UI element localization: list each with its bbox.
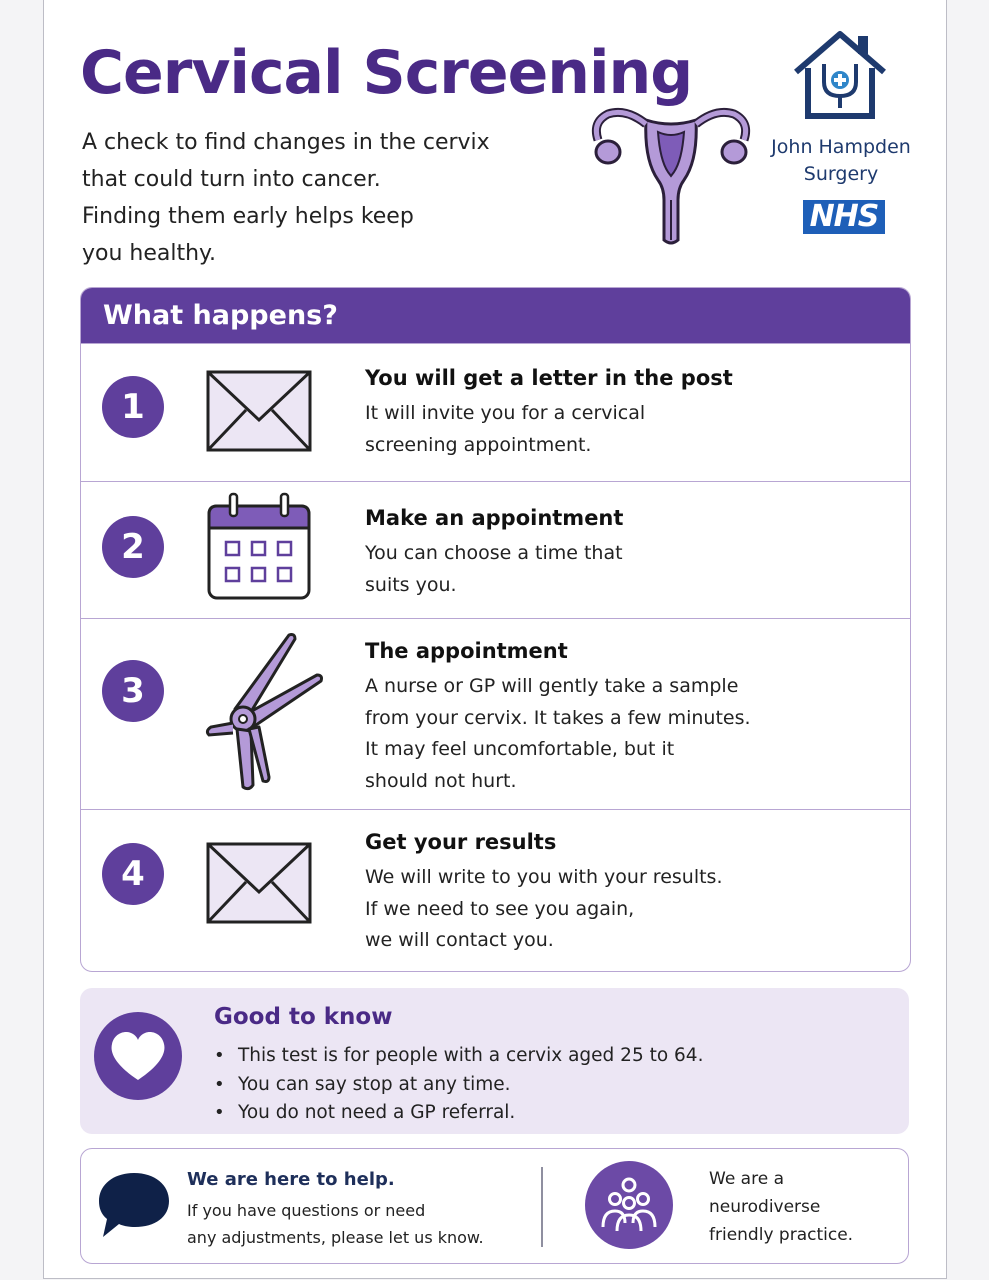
good-to-know-panel <box>80 988 909 1134</box>
practice-name-line: Surgery <box>803 163 879 185</box>
practice-name <box>756 134 926 188</box>
step-line: It may feel uncomfortable, but it <box>365 738 675 760</box>
step-2 <box>81 481 910 618</box>
heart-badge <box>94 1012 182 1100</box>
neuro-line: We are a <box>709 1169 784 1189</box>
heart-icon <box>94 1012 182 1100</box>
step-text <box>365 538 885 601</box>
surgery-logo-icon <box>788 28 892 124</box>
neuro-line: neurodiverse <box>709 1197 821 1217</box>
step-line: should not hurt. <box>365 769 517 792</box>
step-line: It will invite you for a cervical <box>365 402 646 424</box>
step-number: 3 <box>102 660 164 722</box>
intro-line: you healthy. <box>82 241 216 266</box>
intro-line: that could turn into cancer. <box>82 167 381 192</box>
envelope-icon <box>206 842 312 924</box>
divider <box>541 1167 543 1247</box>
step-line: screening appointment. <box>365 433 592 456</box>
page-title: Cervical Screening <box>80 38 693 108</box>
nhs-logo: NHS <box>803 200 885 234</box>
step-line: we will contact you. <box>365 929 554 951</box>
step-line: You can choose a time that <box>365 542 623 564</box>
speech-bubble-icon <box>97 1169 171 1241</box>
help-line: any adjustments, please let us know. <box>187 1228 484 1247</box>
intro-text <box>82 124 552 272</box>
intro-line: Finding them early helps keep <box>82 204 414 229</box>
step-line: suits you. <box>365 573 457 596</box>
list-item: • You do not need a GP referral. <box>214 1099 703 1128</box>
step-title: Get your results <box>365 830 557 854</box>
people-group-icon <box>585 1161 673 1249</box>
section-heading: What happens? <box>81 288 910 343</box>
people-badge <box>585 1161 673 1249</box>
step-line: If we need to see you again, <box>365 897 635 920</box>
step-text <box>365 398 885 461</box>
speculum-icon <box>197 631 327 793</box>
step-line: We will write to you with your results. <box>365 866 723 888</box>
step-title: Make an appointment <box>365 506 624 530</box>
step-3 <box>81 618 910 809</box>
help-title: We are here to help. <box>187 1169 395 1190</box>
uterus-icon <box>586 100 756 250</box>
step-title: You will get a letter in the post <box>365 366 733 390</box>
step-number: 4 <box>102 843 164 905</box>
step-line: A nurse or GP will gently take a sample <box>365 675 739 697</box>
help-text <box>187 1197 497 1251</box>
step-text <box>365 671 885 797</box>
good-to-know-list <box>214 1042 703 1128</box>
practice-name-line: John Hampden <box>771 136 911 158</box>
step-line: from your cervix. It takes a few minutes. <box>365 706 751 729</box>
step-1 <box>81 343 910 481</box>
good-to-know-title: Good to know <box>214 1004 393 1030</box>
step-4 <box>81 809 910 971</box>
envelope-icon <box>206 370 312 452</box>
what-happens-panel <box>80 287 911 972</box>
help-panel <box>80 1148 909 1264</box>
step-text <box>365 862 885 957</box>
step-number: 1 <box>102 376 164 438</box>
step-number: 2 <box>102 516 164 578</box>
neuro-line: friendly practice. <box>709 1225 854 1245</box>
calendar-icon <box>206 492 312 602</box>
intro-line: A check to find changes in the cervix <box>82 130 490 155</box>
list-item: • This test is for people with a cervix aged 25 to 64. <box>214 1042 703 1071</box>
help-line: If you have questions or need <box>187 1201 426 1220</box>
step-title: The appointment <box>365 639 568 663</box>
list-item: • You can say stop at any time. <box>214 1071 703 1100</box>
neurodiverse-text <box>709 1165 889 1249</box>
poster <box>43 0 947 1279</box>
